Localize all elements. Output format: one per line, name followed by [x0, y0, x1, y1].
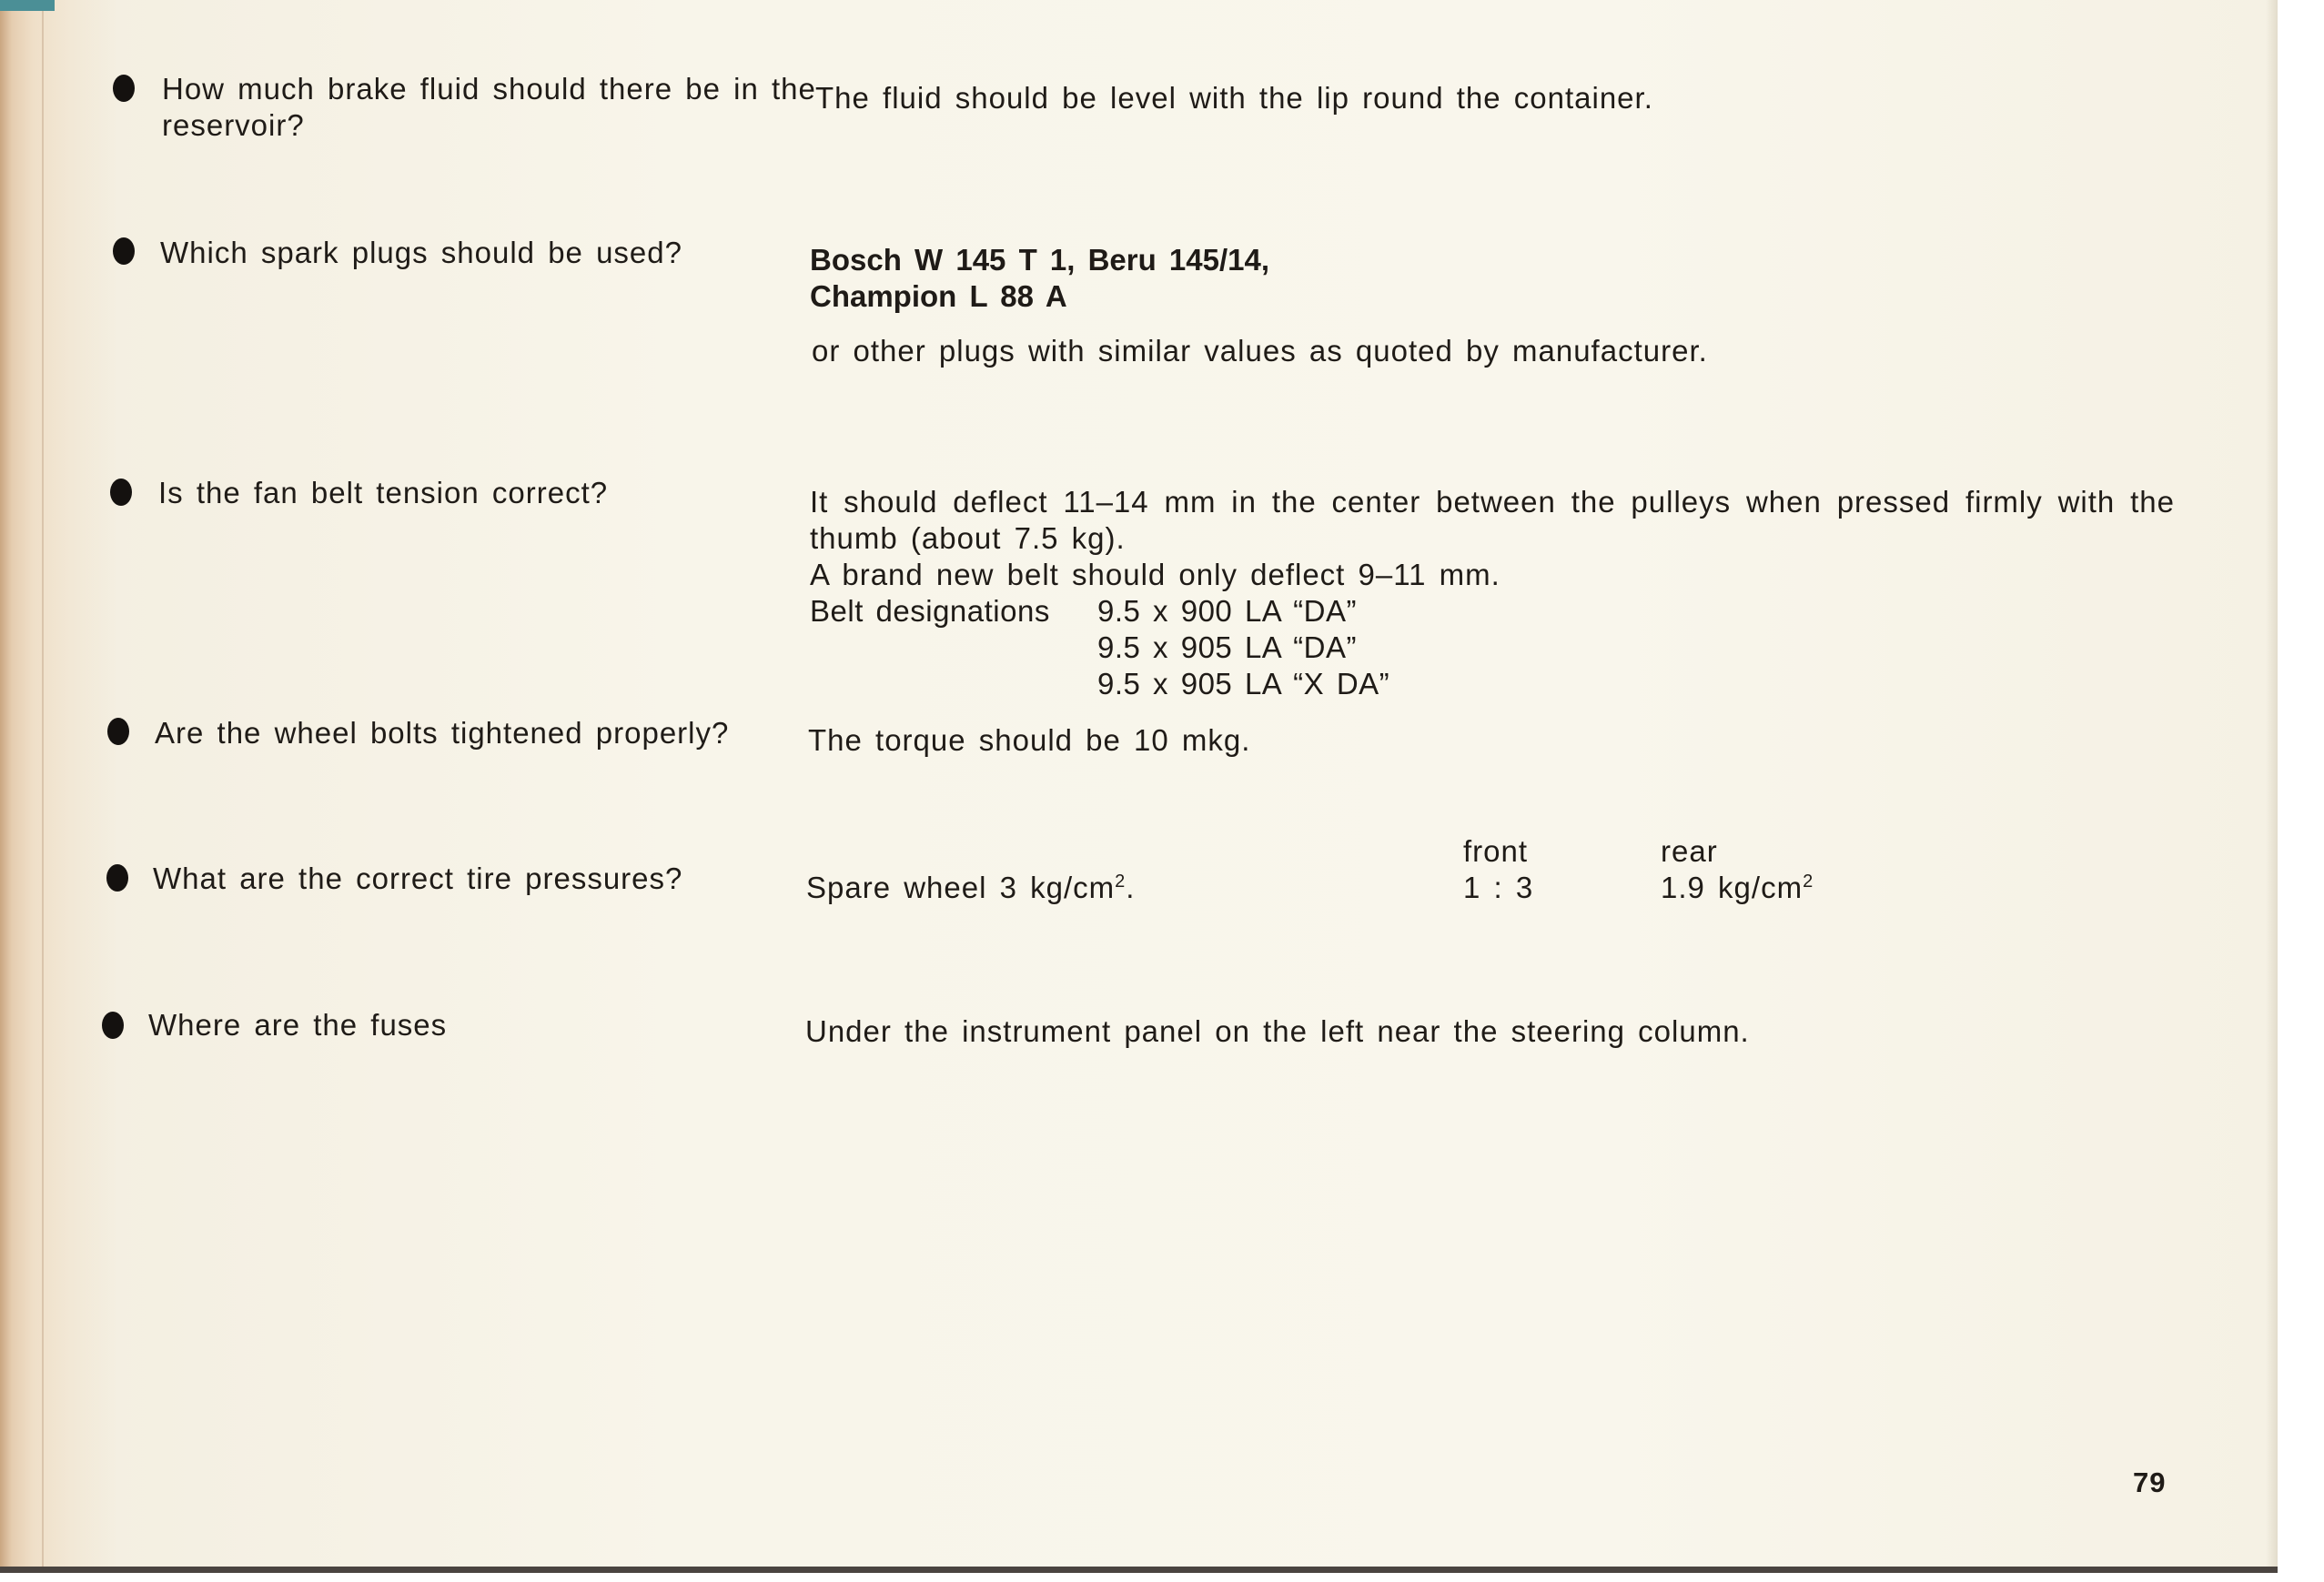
bullet-icon	[113, 75, 135, 102]
question-text: What are the correct tire pressures?	[153, 862, 683, 895]
punctuation: .	[1126, 871, 1136, 904]
spare-wheel-value: Spare wheel 3 kg/cm	[806, 871, 1116, 904]
answer-text: The fluid should be level with the lip round the container.	[815, 81, 1653, 115]
bullet-icon	[113, 237, 135, 265]
answer-bold-line: Bosch W 145 T 1, Beru 145/14,	[810, 243, 1270, 277]
question-text: Where are the fuses	[148, 1008, 448, 1042]
book-spine-crease	[42, 0, 44, 1573]
answer-bold-line: Champion L 88 A	[810, 279, 1067, 313]
page-right-edge	[2266, 0, 2278, 1573]
bullet-icon	[106, 864, 128, 892]
bullet-icon	[110, 479, 132, 506]
answer-text: A brand new belt should only deflect 9–11 mm.	[810, 558, 1500, 591]
rear-value-line	[1661, 870, 1934, 906]
belt-designations	[810, 593, 1720, 702]
page-number: 79	[2133, 1466, 2167, 1498]
corner-marker	[0, 0, 55, 11]
question-text: How much brake fluid should there be in the reservoir?	[162, 72, 816, 142]
bullet-icon	[102, 1012, 124, 1039]
superscript: 2	[1115, 872, 1127, 892]
front-value: 1 : 3	[1463, 871, 1534, 904]
question-text: Which spark plugs should be used?	[160, 236, 682, 269]
belt-value: 9.5 x 900 LA “DA”	[1097, 594, 1357, 628]
answer-text: The torque should be 10 mkg.	[808, 723, 1251, 757]
rear-value: 1.9 kg/cm	[1661, 871, 1804, 904]
belt-label: Belt designations	[810, 594, 1050, 628]
book-spine-shadow	[0, 0, 118, 1573]
bullet-icon	[107, 718, 129, 745]
answer-text: Under the instrument panel on the left near the steering column.	[805, 1014, 1750, 1048]
spare-wheel-text	[806, 870, 1352, 906]
question-text: Is the fan belt tension correct?	[158, 476, 609, 509]
belt-value: 9.5 x 905 LA “DA”	[1097, 630, 1357, 664]
rear-label: rear	[1661, 834, 1718, 868]
answer-text: It should deflect 11–14 mm in the center between the pulleys when pressed firmly with the thumb (about 7.5 kg).	[810, 485, 2175, 555]
page-bottom-edge	[0, 1567, 2278, 1573]
superscript: 2	[1803, 872, 1814, 892]
front-label: front	[1463, 834, 1529, 868]
answer-text: or other plugs with similar values as quoted by manufacturer.	[812, 334, 1708, 368]
belt-value: 9.5 x 905 LA “X DA”	[1097, 667, 1390, 700]
question-text: Are the wheel bolts tightened properly?	[155, 716, 730, 750]
